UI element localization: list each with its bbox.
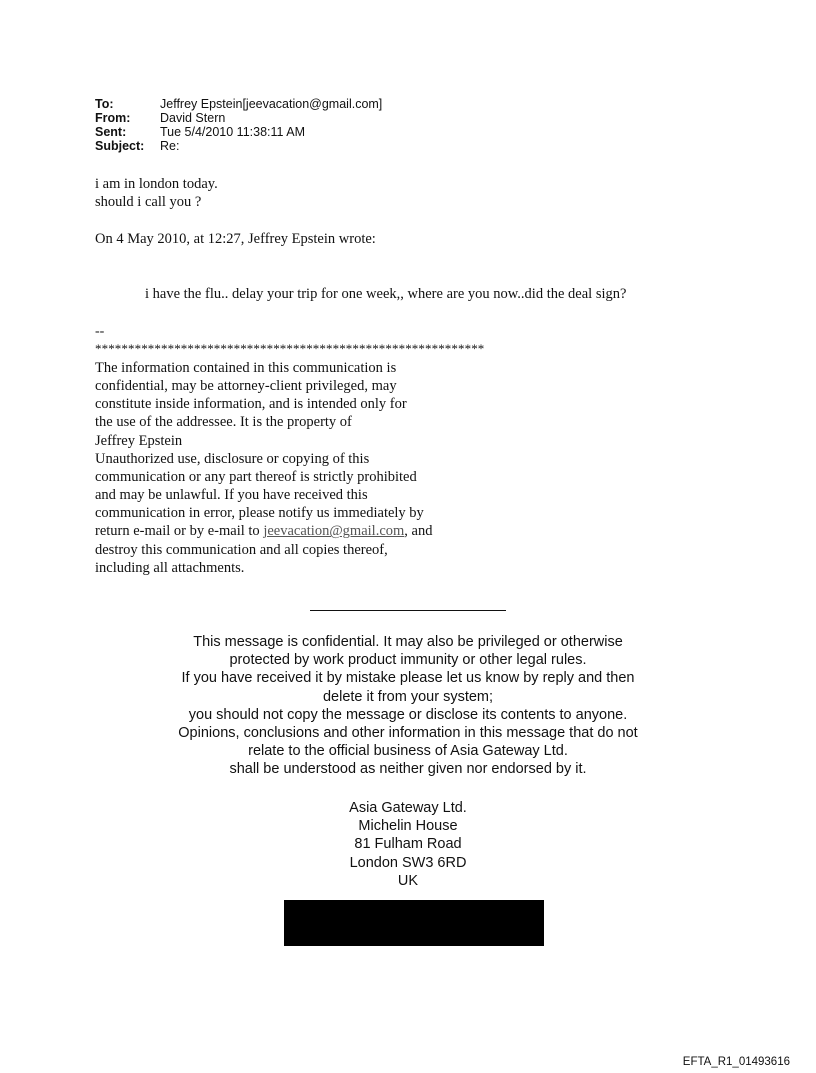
notice-line: delete it from your system;	[322, 688, 494, 705]
confidentiality-notice	[120, 633, 696, 779]
notice-line: shall be understood as neither given nor endorsed by it.	[229, 761, 587, 778]
disclaimer-line: confidential, may be attorney-client privileged, may	[95, 378, 397, 395]
notice-line: If you have received it by mistake please let us know by reply and then	[181, 670, 635, 687]
disclaimer-line: constitute inside information, and is intended only for	[95, 396, 407, 413]
document-id: EFTA_R1_01493616	[682, 1056, 790, 1068]
from-value: David Stern	[160, 111, 226, 125]
sent-value: Tue 5/4/2010 11:38:11 AM	[160, 125, 306, 139]
signature-dashes: --	[95, 324, 105, 339]
address-line: Asia Gateway Ltd.	[349, 800, 467, 816]
body-line-2: should i call you ?	[95, 194, 202, 210]
subject-row	[95, 139, 382, 153]
notice-line: relate to the official business of Asia Gateway Ltd.	[248, 743, 568, 760]
notice-line: Opinions, conclusions and other information in this message that do not	[178, 725, 638, 742]
sent-label: Sent:	[95, 125, 127, 139]
notice-line: you should not copy the message or disclose its contents to anyone.	[188, 706, 628, 723]
address-line: London SW3 6RD	[349, 854, 467, 871]
disclaimer-line: Unauthorized use, disclosure or copying of this	[95, 450, 370, 467]
separator-line	[310, 610, 506, 611]
to-row	[95, 97, 382, 111]
to-value: Jeffrey Epstein[jeevacation@gmail.com]	[160, 97, 383, 111]
to-label: To:	[95, 97, 114, 111]
disclaimer-line: communication in error, please notify us immediately by	[95, 505, 424, 522]
disclaimer-line: Jeffrey Epstein	[95, 432, 183, 449]
quoted-message: i have the flu.. delay your trip for one week,, where are you now..did the deal sign?	[145, 286, 627, 302]
disclaimer-line: The information contained in this communication is	[95, 360, 397, 376]
subject-label: Subject:	[95, 139, 145, 153]
disclaimer-line: destroy this communication and all copies thereof,	[95, 541, 388, 558]
address-line: Michelin House	[358, 818, 458, 835]
address-line: 81 Fulham Road	[354, 836, 462, 853]
from-label: From:	[95, 111, 131, 125]
email-link[interactable]: jeevacation@gmail.com	[263, 523, 405, 540]
signature-stars: ***********************************************************	[95, 341, 485, 356]
email-header	[95, 97, 382, 153]
disclaimer-block	[95, 359, 432, 577]
disclaimer-line: and may be unlawful. If you have received this	[95, 487, 368, 504]
subject-value: Re:	[160, 139, 180, 153]
disclaimer-line: the use of the addressee. It is the property of	[95, 414, 352, 431]
notice-line: protected by work product immunity or other legal rules.	[229, 652, 587, 669]
quote-intro: On 4 May 2010, at 12:27, Jeffrey Epstein wrote:	[95, 231, 376, 247]
company-address	[220, 799, 596, 890]
sent-row	[95, 125, 382, 139]
disclaimer-line: including all attachments.	[95, 559, 245, 576]
disclaimer-line: communication or any part thereof is strictly prohibited	[95, 468, 417, 485]
return-prefix: return e-mail or by e-mail to	[95, 523, 264, 540]
return-suffix: , and	[404, 523, 433, 540]
disclaimer-return-line	[95, 522, 432, 540]
address-line: UK	[397, 872, 419, 889]
redaction-box	[284, 900, 544, 946]
notice-line: This message is confidential. It may also be privileged or otherwise	[193, 634, 623, 650]
body-line-1: i am in london today.	[95, 176, 218, 192]
from-row	[95, 111, 382, 125]
